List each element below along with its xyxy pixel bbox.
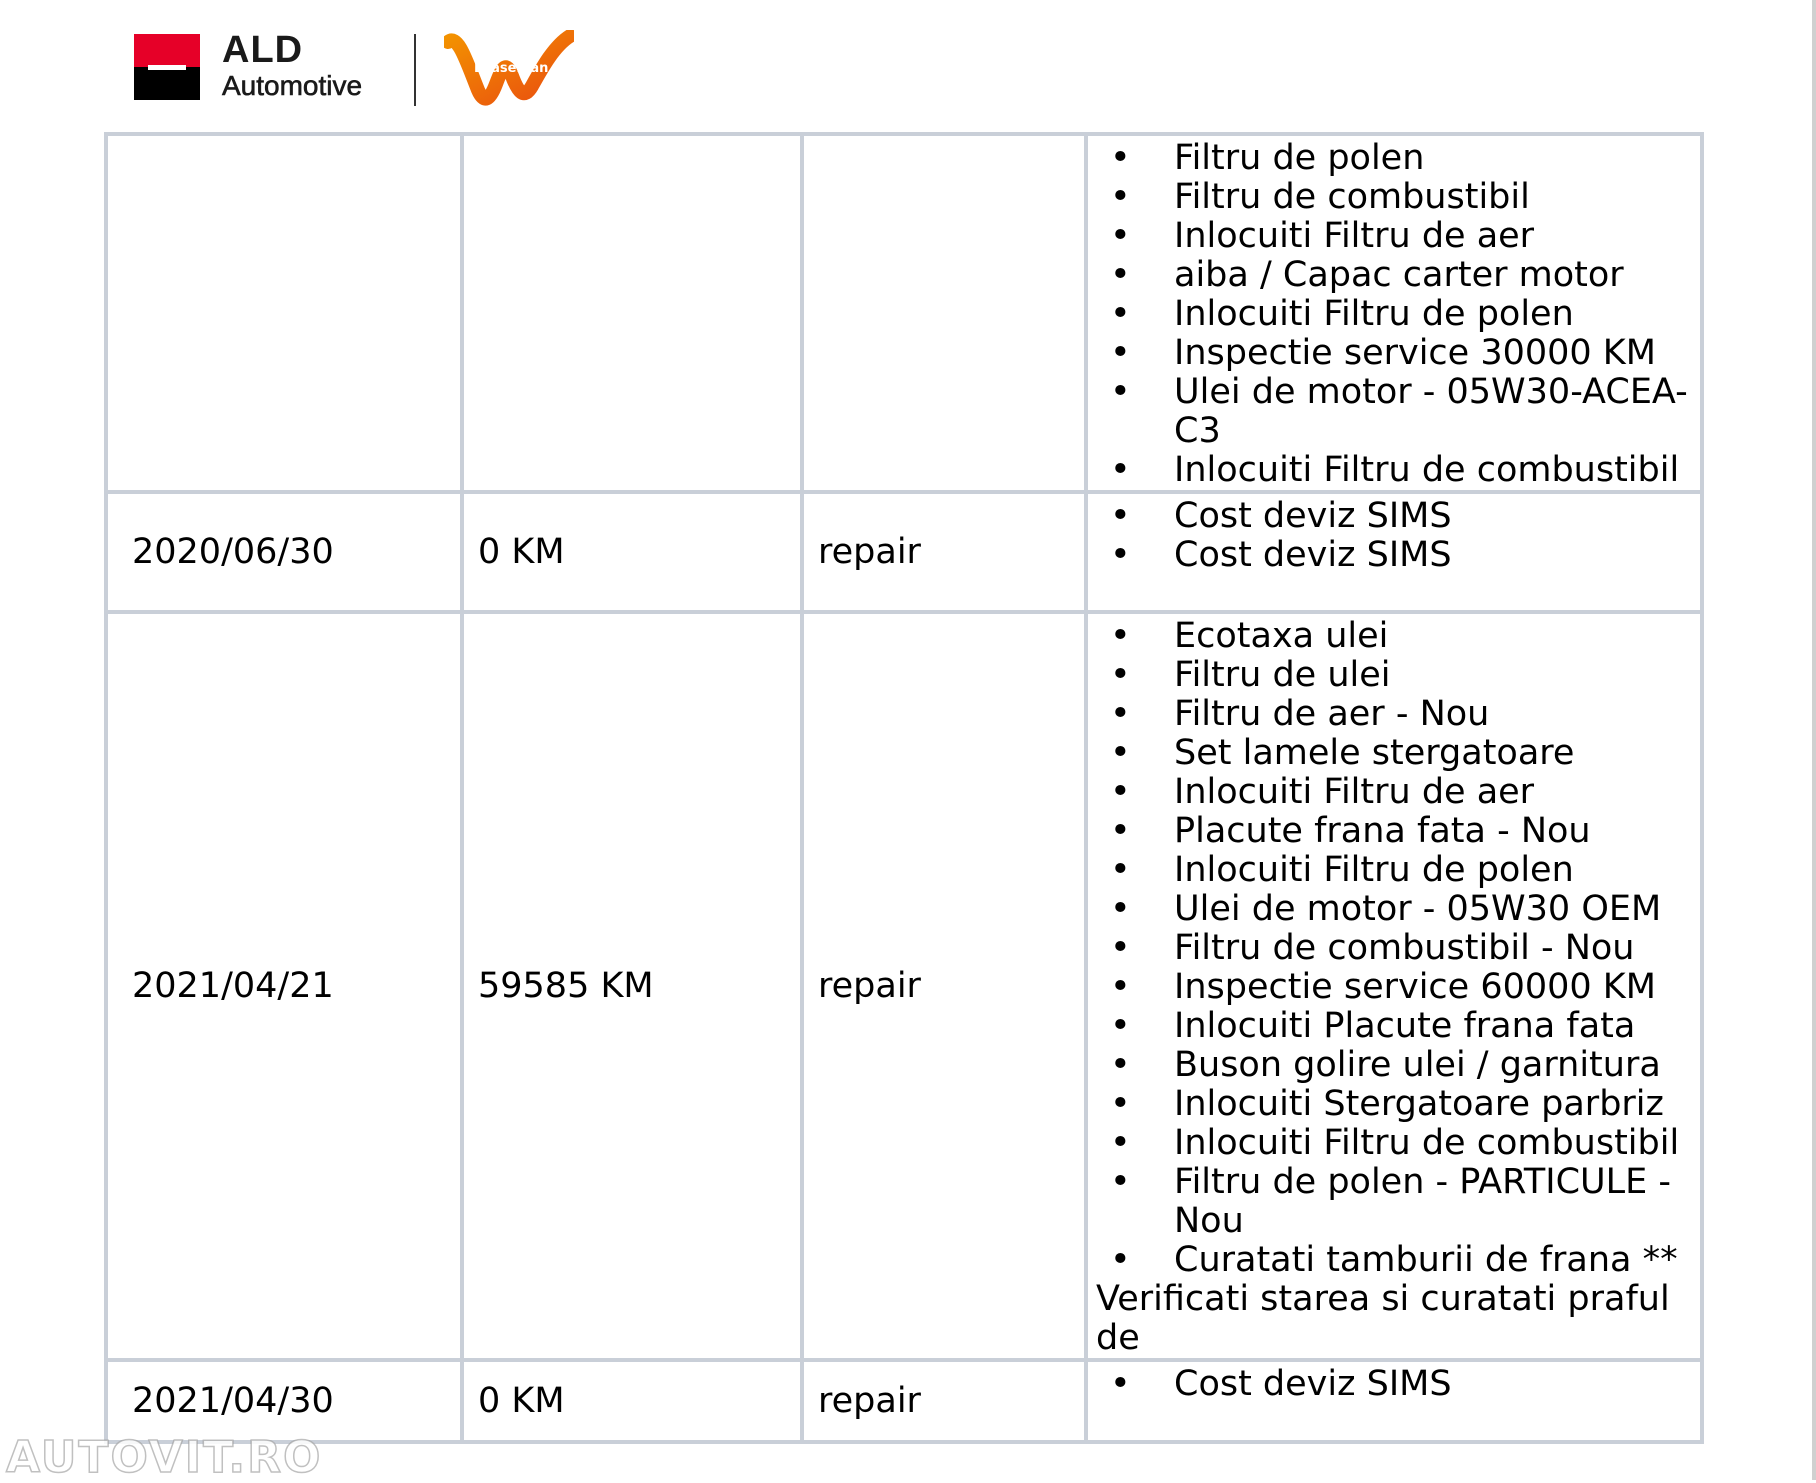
items-list [1110,617,1690,1280]
table-row [106,1360,1702,1442]
list-item: • Buson golire ulei / garnitura [1110,1046,1690,1085]
service-history-table-wrap [104,132,1704,1444]
list-item: • Ecotaxa ulei [1110,617,1690,656]
cell-items [1086,612,1702,1360]
items-list [1110,497,1690,575]
list-item: • Curatati tamburii de frana ** [1110,1241,1690,1280]
list-item: • Inlocuiti Filtru de combustibil [1110,451,1690,490]
list-item: • Inlocuiti Filtru de polen [1110,295,1690,334]
table-row [106,612,1702,1360]
watermark: AUTOVIT.RO [6,1432,323,1483]
list-item: • Inlocuiti Placute frana fata [1110,1007,1690,1046]
cell-items [1086,1360,1702,1442]
list-item: • Placute frana fata - Nou [1110,812,1690,851]
table-row [106,492,1702,612]
items-list [1110,139,1690,490]
list-item: • Inlocuiti Filtru de aer [1110,217,1690,256]
list-item: • Filtru de aer - Nou [1110,695,1690,734]
ald-logo-icon [134,34,200,100]
list-item: • Filtru de ulei [1110,656,1690,695]
list-item: • Inlocuiti Filtru de combustibil [1110,1124,1690,1163]
list-item: • Set lamele stergatoare [1110,734,1690,773]
cell-items [1086,134,1702,492]
brand-name: ALD [222,29,304,71]
cell-date [106,134,462,492]
list-item: • Filtru de combustibil [1110,178,1690,217]
list-item: • Filtru de polen [1110,139,1690,178]
list-item: • Cost deviz SIMS [1110,1365,1690,1404]
cell-type: repair [802,1360,1086,1442]
list-item: • Inlocuiti Filtru de aer [1110,773,1690,812]
table-row [106,134,1702,492]
leaseplan-logo-text: LeasePlan [474,61,549,76]
list-item: • Ulei de motor - 05W30-ACEA-C3 [1110,373,1690,451]
service-history-table [104,132,1704,1444]
cell-km: 0 KM [462,492,802,612]
list-item: • Inspectie service 30000 KM [1110,334,1690,373]
cell-date: 2020/06/30 [106,492,462,612]
list-item: • Ulei de motor - 05W30 OEM [1110,890,1690,929]
list-item: • Inlocuiti Stergatoare parbriz [1110,1085,1690,1124]
cell-date: 2021/04/30 [106,1360,462,1442]
cell-type: repair [802,612,1086,1360]
brand-sub: Automotive [222,70,363,101]
cell-km [462,134,802,492]
list-item: • Inspectie service 60000 KM [1110,968,1690,1007]
list-item: • Filtru de combustibil - Nou [1110,929,1690,968]
list-item: • Cost deviz SIMS [1110,536,1690,575]
list-item: • Cost deviz SIMS [1110,497,1690,536]
leaseplan-logo-icon [444,30,574,106]
logo-divider [414,34,416,106]
list-item: • aiba / Capac carter motor [1110,256,1690,295]
items-list [1110,1365,1690,1404]
cell-date: 2021/04/21 [106,612,462,1360]
cell-km: 0 KM [462,1360,802,1442]
cell-type: repair [802,492,1086,612]
page-edge [1812,0,1816,1480]
list-item: • Filtru de polen - PARTICULE - Nou [1110,1163,1690,1241]
list-item: • Inlocuiti Filtru de polen [1110,851,1690,890]
document-header [134,30,634,110]
ald-logo-text [222,30,362,102]
cell-type [802,134,1086,492]
item-continuation: Verificati starea si curatati praful [1096,1279,1670,1319]
cell-items [1086,492,1702,612]
cell-km: 59585 KM [462,612,802,1360]
item-continuation: de [1096,1318,1140,1358]
